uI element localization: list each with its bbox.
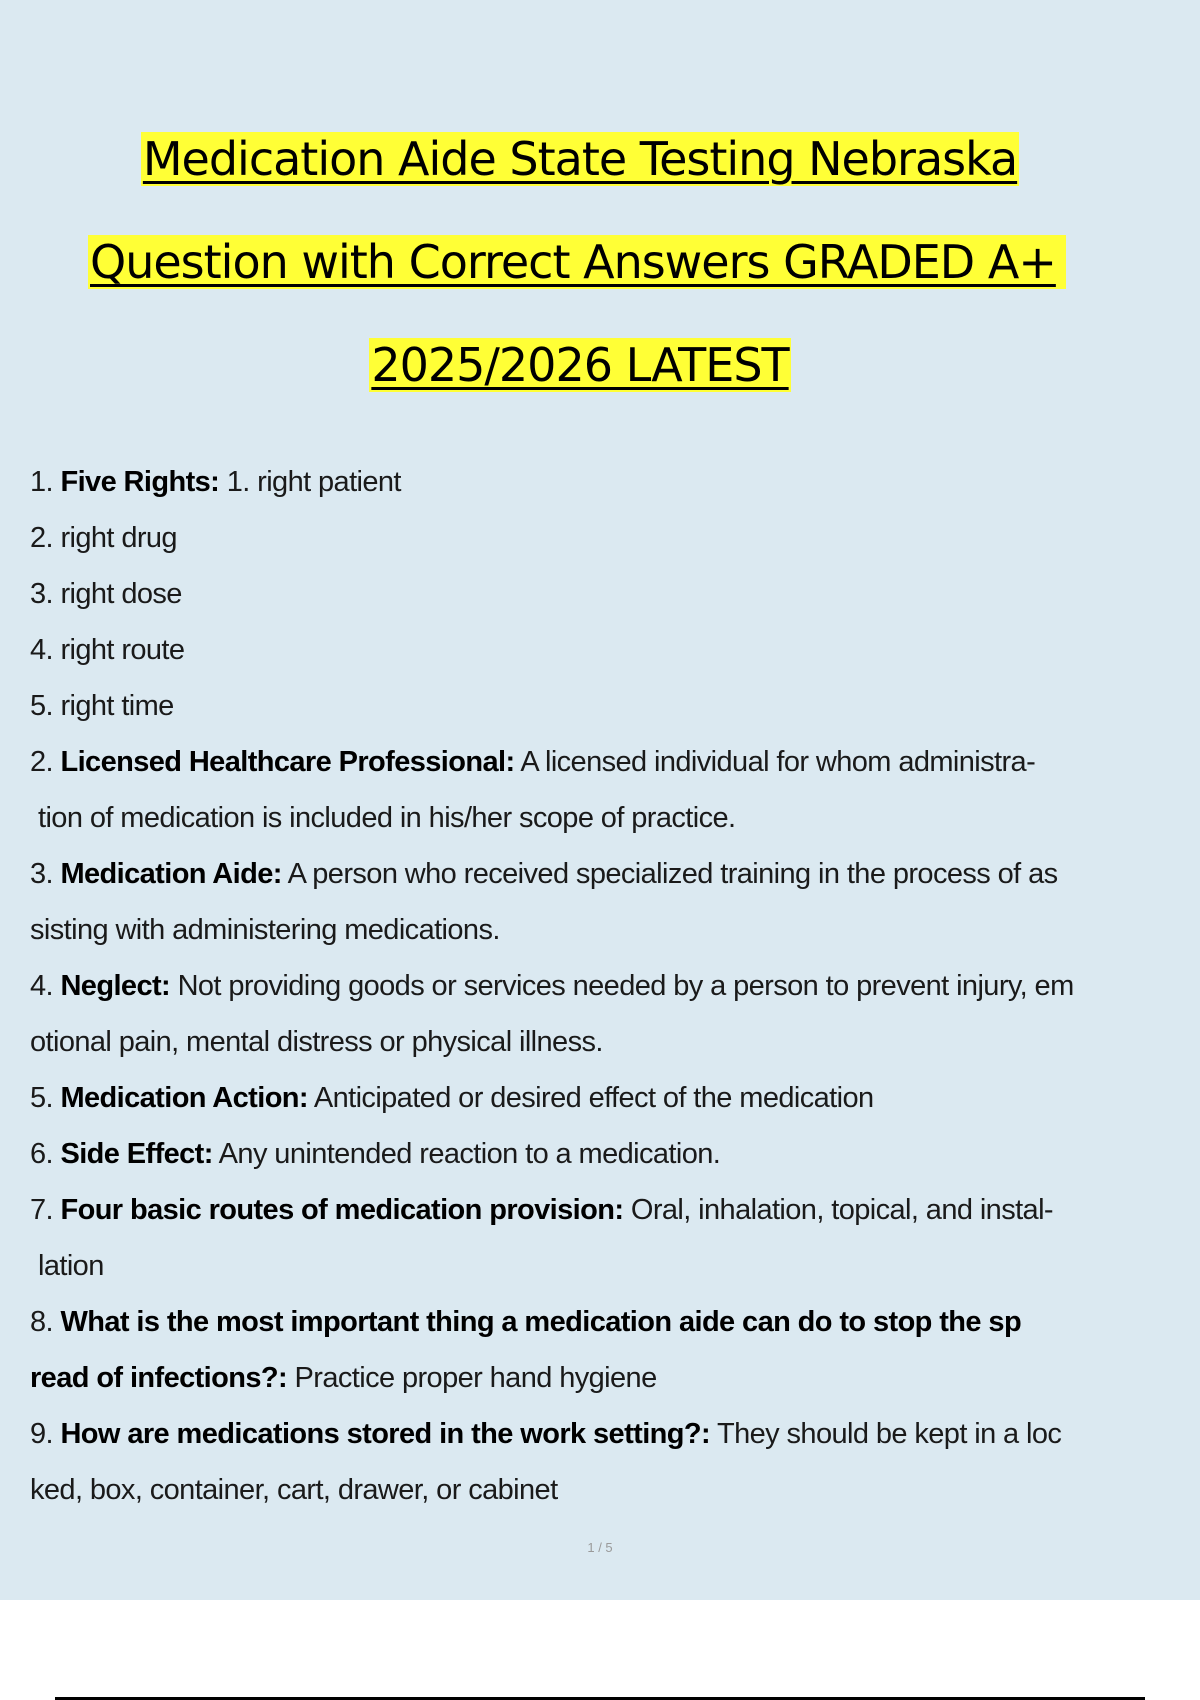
term: Side Effect: [60,1138,213,1170]
term: Four basic routes of medication provision: [60,1194,624,1226]
list-item: 3. Medication Aide: A person who received specialized training in the process of as [30,858,1058,890]
term: read of infections?: [30,1362,288,1394]
title-line-3: 2025/2026 LATEST [371,338,789,392]
list-item-continuation: lation [38,1250,104,1282]
answer: A licensed individual for whom administra- [520,746,1036,778]
list-item: 2. Licensed Healthcare Professional: A licensed individual for whom administra- [30,746,1036,778]
answer: Not providing goods or services needed by a person to prevent injury, em [177,970,1074,1002]
title-line-2: Question with Correct Answers GRADED A+ [0,211,1200,314]
list-item: 6. Side Effect: Any unintended reaction to a medication. [30,1138,721,1170]
term: What is the most important thing a medication aide can do to stop the sp [60,1306,1022,1338]
document-title [0,108,1200,417]
list-item: 1. Five Rights: 1. right patient [30,466,401,498]
term: Licensed Healthcare Professional: [60,746,515,778]
list-item: 7. Four basic routes of medication provision: Oral, inhalation, topical, and instal- [30,1194,1053,1226]
list-item-continuation: tion of medication is included in his/her scope of practice. [38,802,736,834]
list-item-continuation [30,1350,1190,1406]
title-line-1: Medication Aide State Testing Nebraska [142,132,1018,186]
list-item-continuation: otional pain, mental distress or physical illness. [30,1026,603,1058]
list-item: 5. Medication Action: Anticipated or desired effect of the medication [30,1082,874,1114]
term: Five Rights: [60,466,220,498]
answer: Any unintended reaction to a medication. [218,1138,721,1170]
list-subitem: 5. right time [30,690,174,722]
list-item: 4. Neglect: Not providing goods or services needed by a person to prevent injury, em [30,970,1074,1002]
list-item-continuation: sisting with administering medications. [30,914,500,946]
answer: Practice proper hand hygiene [294,1362,657,1394]
list-item: 9. How are medications stored in the work setting?: They should be kept in a loc [30,1418,1062,1450]
list-item: 8. What is the most important thing a medication aide can do to stop the sp [30,1306,1022,1338]
list-subitem: 2. right drug [30,522,177,554]
page-number: 1 / 5 [587,1540,613,1555]
question-list [30,454,1190,1518]
term: Medication Action: [60,1082,308,1114]
term: Medication Aide: [60,858,282,890]
answer: They should be kept in a loc [717,1418,1062,1450]
term: Neglect: [60,970,171,1002]
answer: Anticipated or desired effect of the medication [313,1082,874,1114]
list-item-continuation: ked, box, container, cart, drawer, or cabinet [30,1474,558,1506]
answer: A person who received specialized training in the process of as [287,858,1058,890]
list-subitem: 3. right dose [30,578,182,610]
list-subitem: 4. right route [30,634,185,666]
term: How are medications stored in the work setting?: [60,1418,711,1450]
answer: Oral, inhalation, topical, and instal- [630,1194,1053,1226]
answer: 1. right patient [226,466,401,498]
